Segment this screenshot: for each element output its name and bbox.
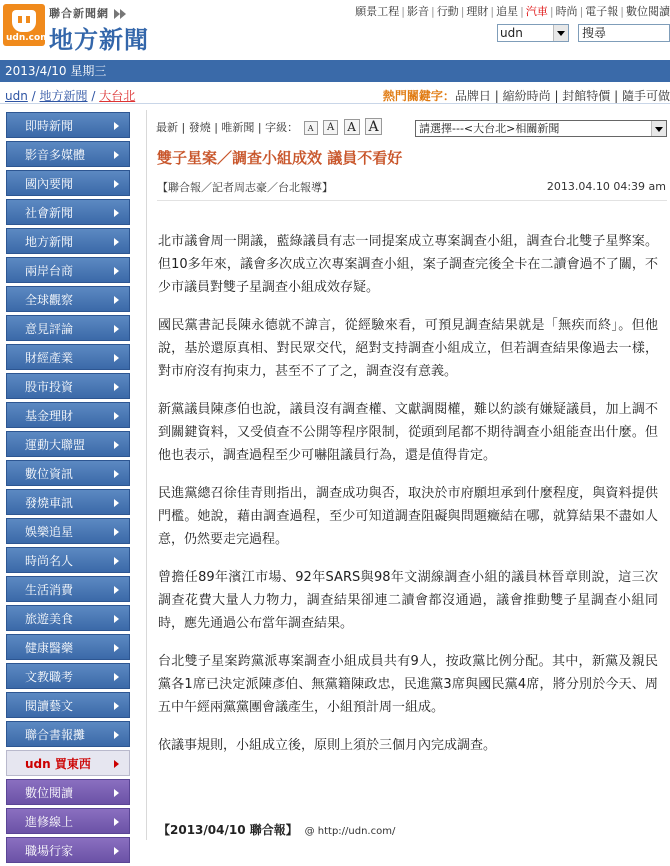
hot-keyword-link[interactable]: 品牌日 <box>454 89 491 103</box>
topnav-item[interactable]: 數位閱讀 <box>626 5 670 18</box>
chevron-down-icon <box>553 25 568 41</box>
article-byline: 【聯合報／記者周志豪／台北報導】 <box>157 181 333 194</box>
keyword-separator: | <box>550 89 563 103</box>
topnav-item[interactable]: 影音 <box>406 5 429 18</box>
sidebar-item[interactable]: 財經產業 <box>6 344 130 370</box>
breadcrumb: udn / 地方新聞 / 大台北 <box>5 89 136 103</box>
sidebar-item[interactable]: 國內要聞 <box>6 170 130 196</box>
hot-keyword-link[interactable]: 縮紛時尚 <box>502 89 551 103</box>
search-input[interactable]: 搜尋 <box>578 24 670 42</box>
font-size-xlarge-button[interactable]: A <box>365 118 382 135</box>
chevron-down-icon <box>651 121 666 136</box>
article-main <box>146 110 670 840</box>
sidebar-item[interactable]: 意見評論 <box>6 315 130 341</box>
sidebar-item[interactable]: 股市投資 <box>6 373 130 399</box>
hot-keywords-label: 熱門關鍵字： <box>382 89 455 103</box>
site-select[interactable]: udn <box>497 24 569 42</box>
sidebar-item[interactable]: 時尚名人 <box>6 547 130 573</box>
sidebar-item[interactable]: 地方新聞 <box>6 228 130 254</box>
article-paragraph: 民進黨總召徐佳青則指出，調查成功與否，取決於市府願坦承到什麼程度，與資料提供門檻。她說，藉由調查過程，至少可知道調查阻礙與問題癥結在哪，就算結果不盡如人意，仍然要走完過程。 <box>158 486 658 547</box>
hot-keywords <box>383 87 670 104</box>
hot-keyword-link[interactable]: 封館特價 <box>562 89 611 103</box>
sidebar-item[interactable]: 進修線上 <box>6 808 130 834</box>
tools-label: 最新 | 發燒 | 唯新聞 | 字級： <box>156 121 299 134</box>
sidebar-item[interactable]: 發燒車訊 <box>6 489 130 515</box>
sidebar-item[interactable]: 即時新聞 <box>6 112 130 138</box>
source-url[interactable]: @ http://udn.com/ <box>304 826 396 837</box>
sidebar-item[interactable]: 影音多媒體 <box>6 141 130 167</box>
sidebar <box>6 112 130 866</box>
article-timestamp: 2013.04.10 04:39 am <box>546 180 666 193</box>
logo-subtitle: 聯合新聞網 <box>49 7 109 20</box>
date-bar <box>0 60 670 82</box>
topnav-item[interactable]: 理財 <box>466 5 489 18</box>
arrow-icon <box>120 9 126 19</box>
nav-separator: | <box>620 5 624 18</box>
related-news-select[interactable]: 請選擇---<大台北>相關新聞 <box>415 120 667 137</box>
font-size-small-button[interactable]: A <box>304 121 318 135</box>
nav-separator: | <box>490 5 495 18</box>
sidebar-item[interactable]: 生活消費 <box>6 576 130 602</box>
nav-separator: | <box>579 5 584 18</box>
article-paragraph: 依議事規則，小組成立後，原則上須於三個月內完成調查。 <box>158 738 497 753</box>
sidebar-item[interactable]: 職場行家 <box>6 837 130 863</box>
sidebar-item[interactable]: 數位資訊 <box>6 460 130 486</box>
article-paragraph: 北市議會周一開議，藍綠議員有志一同提案成立專案調查小組，調查台北雙子星弊案。但10多年來，議會多次成立次專案調查小組，案子調查完後全卡在二讀會過不了關，不少市議員對雙子星調查小組成效存疑。 <box>158 234 658 295</box>
article-paragraph: 曾擔任89年濱江市場、92年SARS與98年文湖線調查小組的議員林晉章則說，這三次調查花費大量人力物力，調查結果卻連二讀會都沒通過，議會推動雙子星調查小組同時，應先通過公布當年調查結果。 <box>158 570 658 631</box>
breadcrumb-local-news[interactable]: 地方新聞 <box>39 89 88 103</box>
article-paragraph: 國民黨書記長陳永德就不諱言，從經驗來看，可預見調查結果就是「無疾而終」。但他說，基於還原真相、對民眾交代，絕對支持調查小組成立，但若調查結果像過去一樣，對市府沒有拘束力，甚至不了了之，調查沒有意義。 <box>158 318 658 379</box>
divider <box>0 103 670 104</box>
sidebar-item[interactable]: 基金理財 <box>6 402 130 428</box>
sidebar-item[interactable]: 聯合書報攤 <box>6 721 130 747</box>
link-icon: @ <box>304 826 315 837</box>
article-paragraph: 台北雙子星案跨黨派專案調查小組成員共有9人，按政黨比例分配。其中，新黨及親民黨各1席已決定派陳彥伯、無黨籍陳政忠，民進黨3席與國民黨4席，將分別於今天、周五中午經兩黨黨團會議產生，小組預計周一組成。 <box>158 654 658 715</box>
sidebar-item[interactable]: 旅遊美食 <box>6 605 130 631</box>
sidebar-item[interactable]: 娛樂追星 <box>6 518 130 544</box>
topnav-item[interactable]: 願景工程 <box>355 5 400 18</box>
divider <box>157 200 667 201</box>
article-paragraph: 新黨議員陳彥伯也說，議員沒有調查權、文獻調閱權，難以約談有嫌疑議員，加上調不到關鍵資料，又受偵查不公開等程序限制，從頭到尾都不期待調查小組能查出什麼。但他也表示，調查過程至少可嚇阻議員行為，還是值得肯定。 <box>158 402 658 463</box>
nav-separator: | <box>460 5 465 18</box>
sidebar-item[interactable]: 兩岸台商 <box>6 257 130 283</box>
topnav-item[interactable]: 行動 <box>436 5 459 18</box>
topnav-item[interactable]: 時尚 <box>555 5 578 18</box>
sidebar-item[interactable]: udn 買東西 <box>6 750 130 776</box>
font-size-large-button[interactable]: A <box>344 119 360 135</box>
topnav-item[interactable]: 汽車 <box>525 5 548 18</box>
topnav-item[interactable]: 電子報 <box>585 5 619 18</box>
sidebar-item[interactable]: 數位閱讀 <box>6 779 130 805</box>
font-size-medium-button[interactable]: A <box>323 120 338 135</box>
udn-logo[interactable] <box>3 4 149 54</box>
article-title: 雙子星案／調查小組成效 議員不看好 <box>157 149 403 167</box>
keyword-separator: | <box>490 89 503 103</box>
sidebar-item[interactable]: 閱讀藝文 <box>6 692 130 718</box>
top-navigation <box>352 3 670 19</box>
logo-title: 地方新聞 <box>49 25 149 54</box>
sidebar-item[interactable]: 健康醫藥 <box>6 634 130 660</box>
breadcrumb-udn[interactable]: udn <box>5 89 28 103</box>
nav-separator: | <box>401 5 405 18</box>
topnav-item[interactable]: 追星 <box>496 5 519 18</box>
sidebar-item[interactable]: 文教職考 <box>6 663 130 689</box>
nav-separator: | <box>430 5 435 18</box>
article-source <box>158 821 395 838</box>
current-date: 2013/4/10 星期三 <box>5 64 107 78</box>
source-tag: 【2013/04/10 聯合報】 <box>158 823 298 837</box>
sidebar-item[interactable]: 運動大聯盟 <box>6 431 130 457</box>
sidebar-item[interactable]: 社會新聞 <box>6 199 130 225</box>
nav-separator: | <box>549 5 554 18</box>
article-tools <box>156 118 382 135</box>
sidebar-item[interactable]: 全球觀察 <box>6 286 130 312</box>
breadcrumb-taipei[interactable]: 大台北 <box>99 89 136 103</box>
nav-separator: | <box>520 5 524 18</box>
article-body <box>158 230 658 772</box>
plug-logo-icon: udn.com <box>3 4 45 46</box>
hot-keyword-link[interactable]: 隨手可做 <box>621 89 670 103</box>
site-header <box>0 0 670 58</box>
keyword-separator: | <box>610 89 622 103</box>
